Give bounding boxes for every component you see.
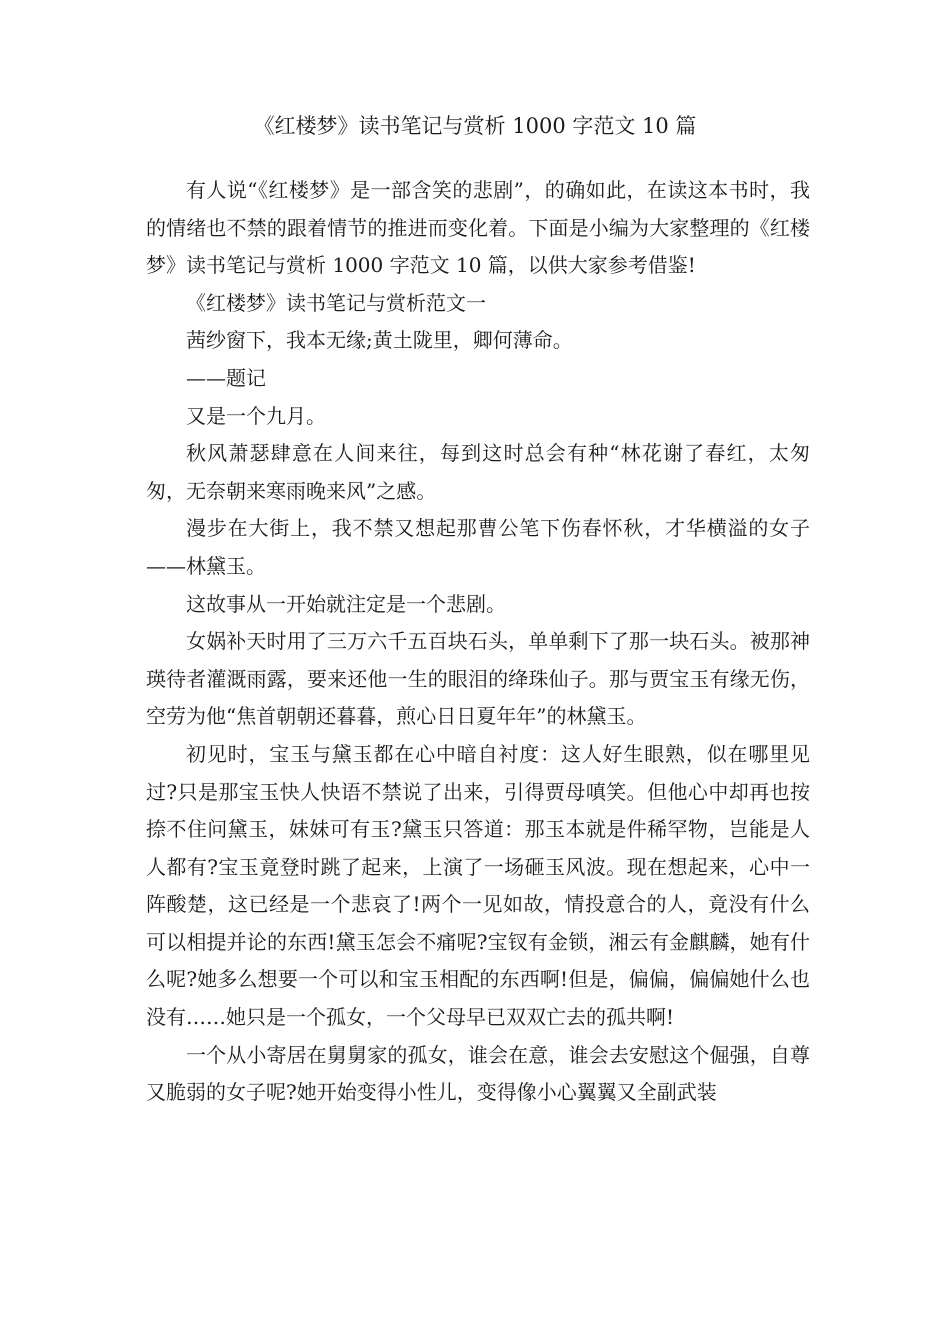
paragraph: 这故事从一开始就注定是一个悲剧。 [186, 591, 506, 616]
paragraph: 有人说“《红楼梦》是一部含笑的悲剧”，的确如此，在读这本书时，我的情绪也不禁的跟着情节的推进而变化着。下面是小编为大家整理的《红楼梦》读书笔记与赏析 1000 字范文 10 篇，以供大家参考借鉴! [146, 178, 810, 278]
paragraph: 茜纱窗下，我本无缘;黄土陇里，卿何薄命。 [186, 328, 573, 353]
document-title: 《红楼梦》读书笔记与赏析 1000 字范文 10 篇 [253, 114, 697, 138]
paragraph: 漫步在大街上，我不禁又想起那曹公笔下伤春怀秋，才华横溢的女子——林黛玉。 [146, 516, 810, 578]
paragraph: 秋风萧瑟肆意在人间来往，每到这时总会有种“林花谢了春红，太匆匆，无奈朝来寒雨晚来风”之感。 [146, 441, 810, 503]
document-body [146, 172, 810, 1112]
paragraph: 又是一个九月。 [186, 403, 326, 428]
section-heading: 《红楼梦》读书笔记与赏析范文一 [186, 290, 486, 315]
paragraph: 女娲补天时用了三万六千五百块石头，单单剩下了那一块石头。被那神瑛待者灌溉雨露，要来还他一生的眼泪的绛珠仙子。那与贾宝玉有缘无伤，空劳为他“焦首朝朝还暮暮，煎心日日夏年年”的林黛玉。 [146, 629, 810, 729]
paragraph: ——题记 [186, 365, 266, 390]
paragraph: 初见时，宝玉与黛玉都在心中暗自衬度：这人好生眼熟，似在哪里见过?只是那宝玉快人快语不禁说了出来，引得贾母嗔笑。但他心中却再也按捺不住问黛玉，妹妹可有玉?黛玉只答道：那玉本就是件稀罕物，岂能是人人都有?宝玉竟登时跳了起来，上演了一场砸玉风波。现在想起来，心中一阵酸楚，这已经是一个悲哀了!两个一见如故，情投意合的人，竟没有什么可以相提并论的东西!黛玉怎会不痛呢?宝钗有金锁，湘云有金麒麟，她有什么呢?她多么想要一个可以和宝玉相配的东西啊!但是，偏偏，偏偏她什么也没有……她只是一个孤女，一个父母早已双双亡去的孤共啊! [146, 741, 810, 1030]
paragraph: 一个从小寄居在舅舅家的孤女，谁会在意，谁会去安慰这个倔强，自尊又脆弱的女子呢?她开始变得小性儿，变得像小心翼翼又全副武装 [146, 1042, 810, 1105]
